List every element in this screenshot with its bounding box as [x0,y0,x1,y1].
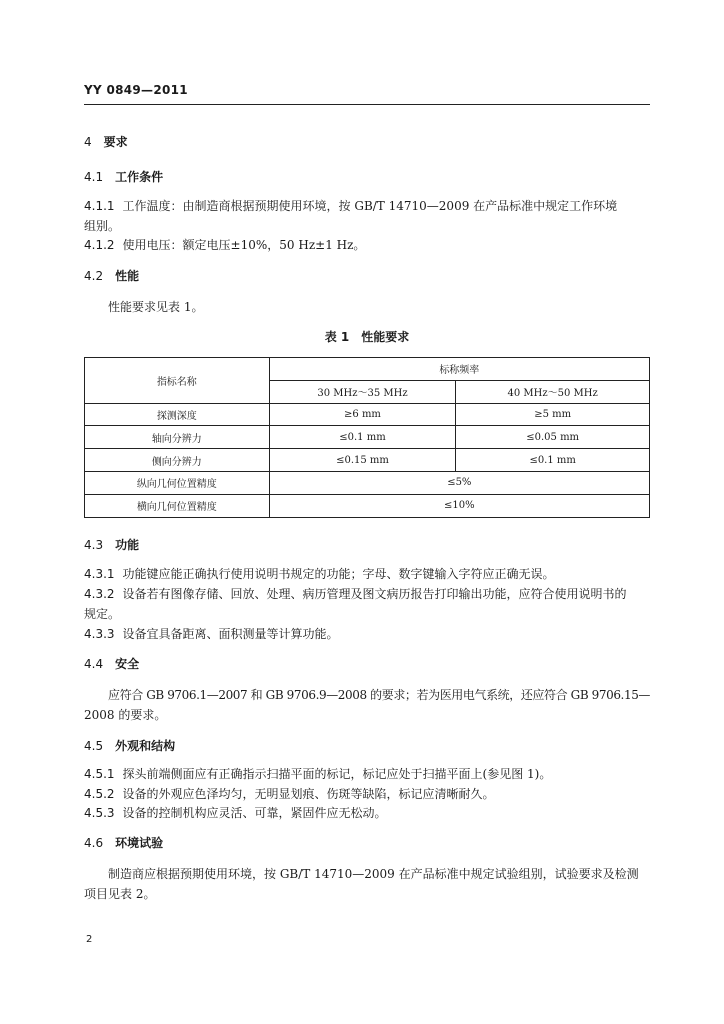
section-number: 4.6 [84,836,104,850]
clause-number: 4.5.1 [84,767,115,781]
clause-number: 4.5.2 [84,787,115,801]
clause-text: 探头前端侧面应有正确指示扫描平面的标记，标记应处于扫描平面上(参见图 1)。 [122,767,552,781]
clause-number: 4.3.1 [84,567,115,581]
clause-number: 4.1.2 [84,238,115,252]
row-value-40-50: ≥5 mm [456,403,650,426]
row-value-30-35: ≥6 mm [269,403,456,426]
table-row [85,449,650,472]
clause-4-1-2 [84,238,365,252]
section-4-5-heading [84,739,175,753]
section-title: 要求 [103,135,128,149]
clause-4-1-1-cont: 组别。 [84,219,121,233]
env-test-text-line1: 制造商应根据预期使用环境，按 GB/T 14710—2009 在产品标准中规定试验组别，试验要求及检测 [108,867,639,881]
section-number: 4 [84,135,92,149]
clause-number: 4.3.3 [84,627,115,641]
clause-number: 4.5.3 [84,806,115,820]
section-number: 4.5 [84,739,104,753]
section-number: 4.2 [84,269,104,283]
section-4-4-heading [84,657,139,671]
section-4-6-heading [84,836,163,850]
clause-4-3-1 [84,567,555,581]
row-name: 侧向分辨力 [85,449,270,472]
clause-4-5-1 [84,767,551,781]
clause-text-line1: 工作温度：由制造商根据预期使用环境，按 GB/T 14710—2009 在产品标准中规定工作环境 [122,199,618,213]
clause-text-line1: 设备若有图像存储、回放、处理、病历管理及图文病历报告打印输出功能，应符合使用说明书的 [122,587,627,601]
clause-4-5-2 [84,787,495,801]
clause-text: 功能键应能正确执行使用说明书规定的功能；字母、数字键输入字符应正确无误。 [122,567,555,581]
row-name: 纵向几何位置精度 [85,471,270,494]
header-freq-30-35: 30 MHz～35 MHz [269,380,456,403]
clause-text: 设备的外观应色泽均匀，无明显划痕、伤斑等缺陷，标记应清晰耐久。 [122,787,495,801]
performance-intro: 性能要求见表 1。 [108,300,204,314]
section-title: 功能 [115,538,140,552]
row-name: 探测深度 [85,403,270,426]
row-value-40-50: ≤0.05 mm [456,426,650,449]
section-number: 4.1 [84,170,104,184]
clause-4-1-1 [84,199,650,213]
header-freq-40-50: 40 MHz～50 MHz [456,380,650,403]
env-test-text-line2: 项目见表 2。 [84,887,156,901]
header-nominal-frequency: 标称频率 [269,358,649,381]
section-title: 环境试验 [115,836,164,850]
row-name: 横向几何位置精度 [85,494,270,517]
table-1-caption: 表 1 性能要求 [324,330,410,344]
section-title: 外观和结构 [115,739,176,753]
performance-table [84,357,650,518]
table-row [85,403,650,426]
clause-number: 4.3.2 [84,587,115,601]
document-code: YY 0849—2011 [84,83,188,97]
clause-4-5-3 [84,806,387,820]
safety-text-line1: 应符合 GB 9706.1—2007 和 GB 9706.9—2008 的要求；若为医用电气系统，还应符合 GB 9706.15— [108,688,651,702]
table-row [85,471,650,494]
clause-4-3-3 [84,627,339,641]
clause-text: 设备的控制机构应灵活、可靠，紧固件应无松动。 [122,806,387,820]
section-4-2-heading [84,269,139,283]
clause-text: 设备宜具备距离、面积测量等计算功能。 [122,627,339,641]
header-indicator-name: 指标名称 [85,358,270,404]
clause-4-3-2 [84,587,627,601]
section-4-1-heading [84,170,163,184]
section-title: 工作条件 [115,170,164,184]
row-value-merged: ≤5% [269,471,649,494]
section-number: 4.4 [84,657,104,671]
row-value-30-35: ≤0.15 mm [269,449,456,472]
section-number: 4.3 [84,538,104,552]
clause-text: 使用电压：额定电压±10%，50 Hz±1 Hz。 [122,238,366,252]
row-value-40-50: ≤0.1 mm [456,449,650,472]
clause-4-3-2-cont: 规定。 [84,607,121,621]
row-name: 轴向分辨力 [85,426,270,449]
section-4-3-heading [84,538,139,552]
section-title: 性能 [115,269,140,283]
row-value-30-35: ≤0.1 mm [269,426,456,449]
page-number: 2 [86,934,93,945]
header-rule [84,104,650,105]
row-value-merged: ≤10% [269,494,649,517]
table-row [85,494,650,517]
table-row [85,426,650,449]
safety-text-line2: 2008 的要求。 [84,708,167,722]
clause-number: 4.1.1 [84,199,115,213]
section-4-heading [84,135,128,149]
section-title: 安全 [115,657,140,671]
